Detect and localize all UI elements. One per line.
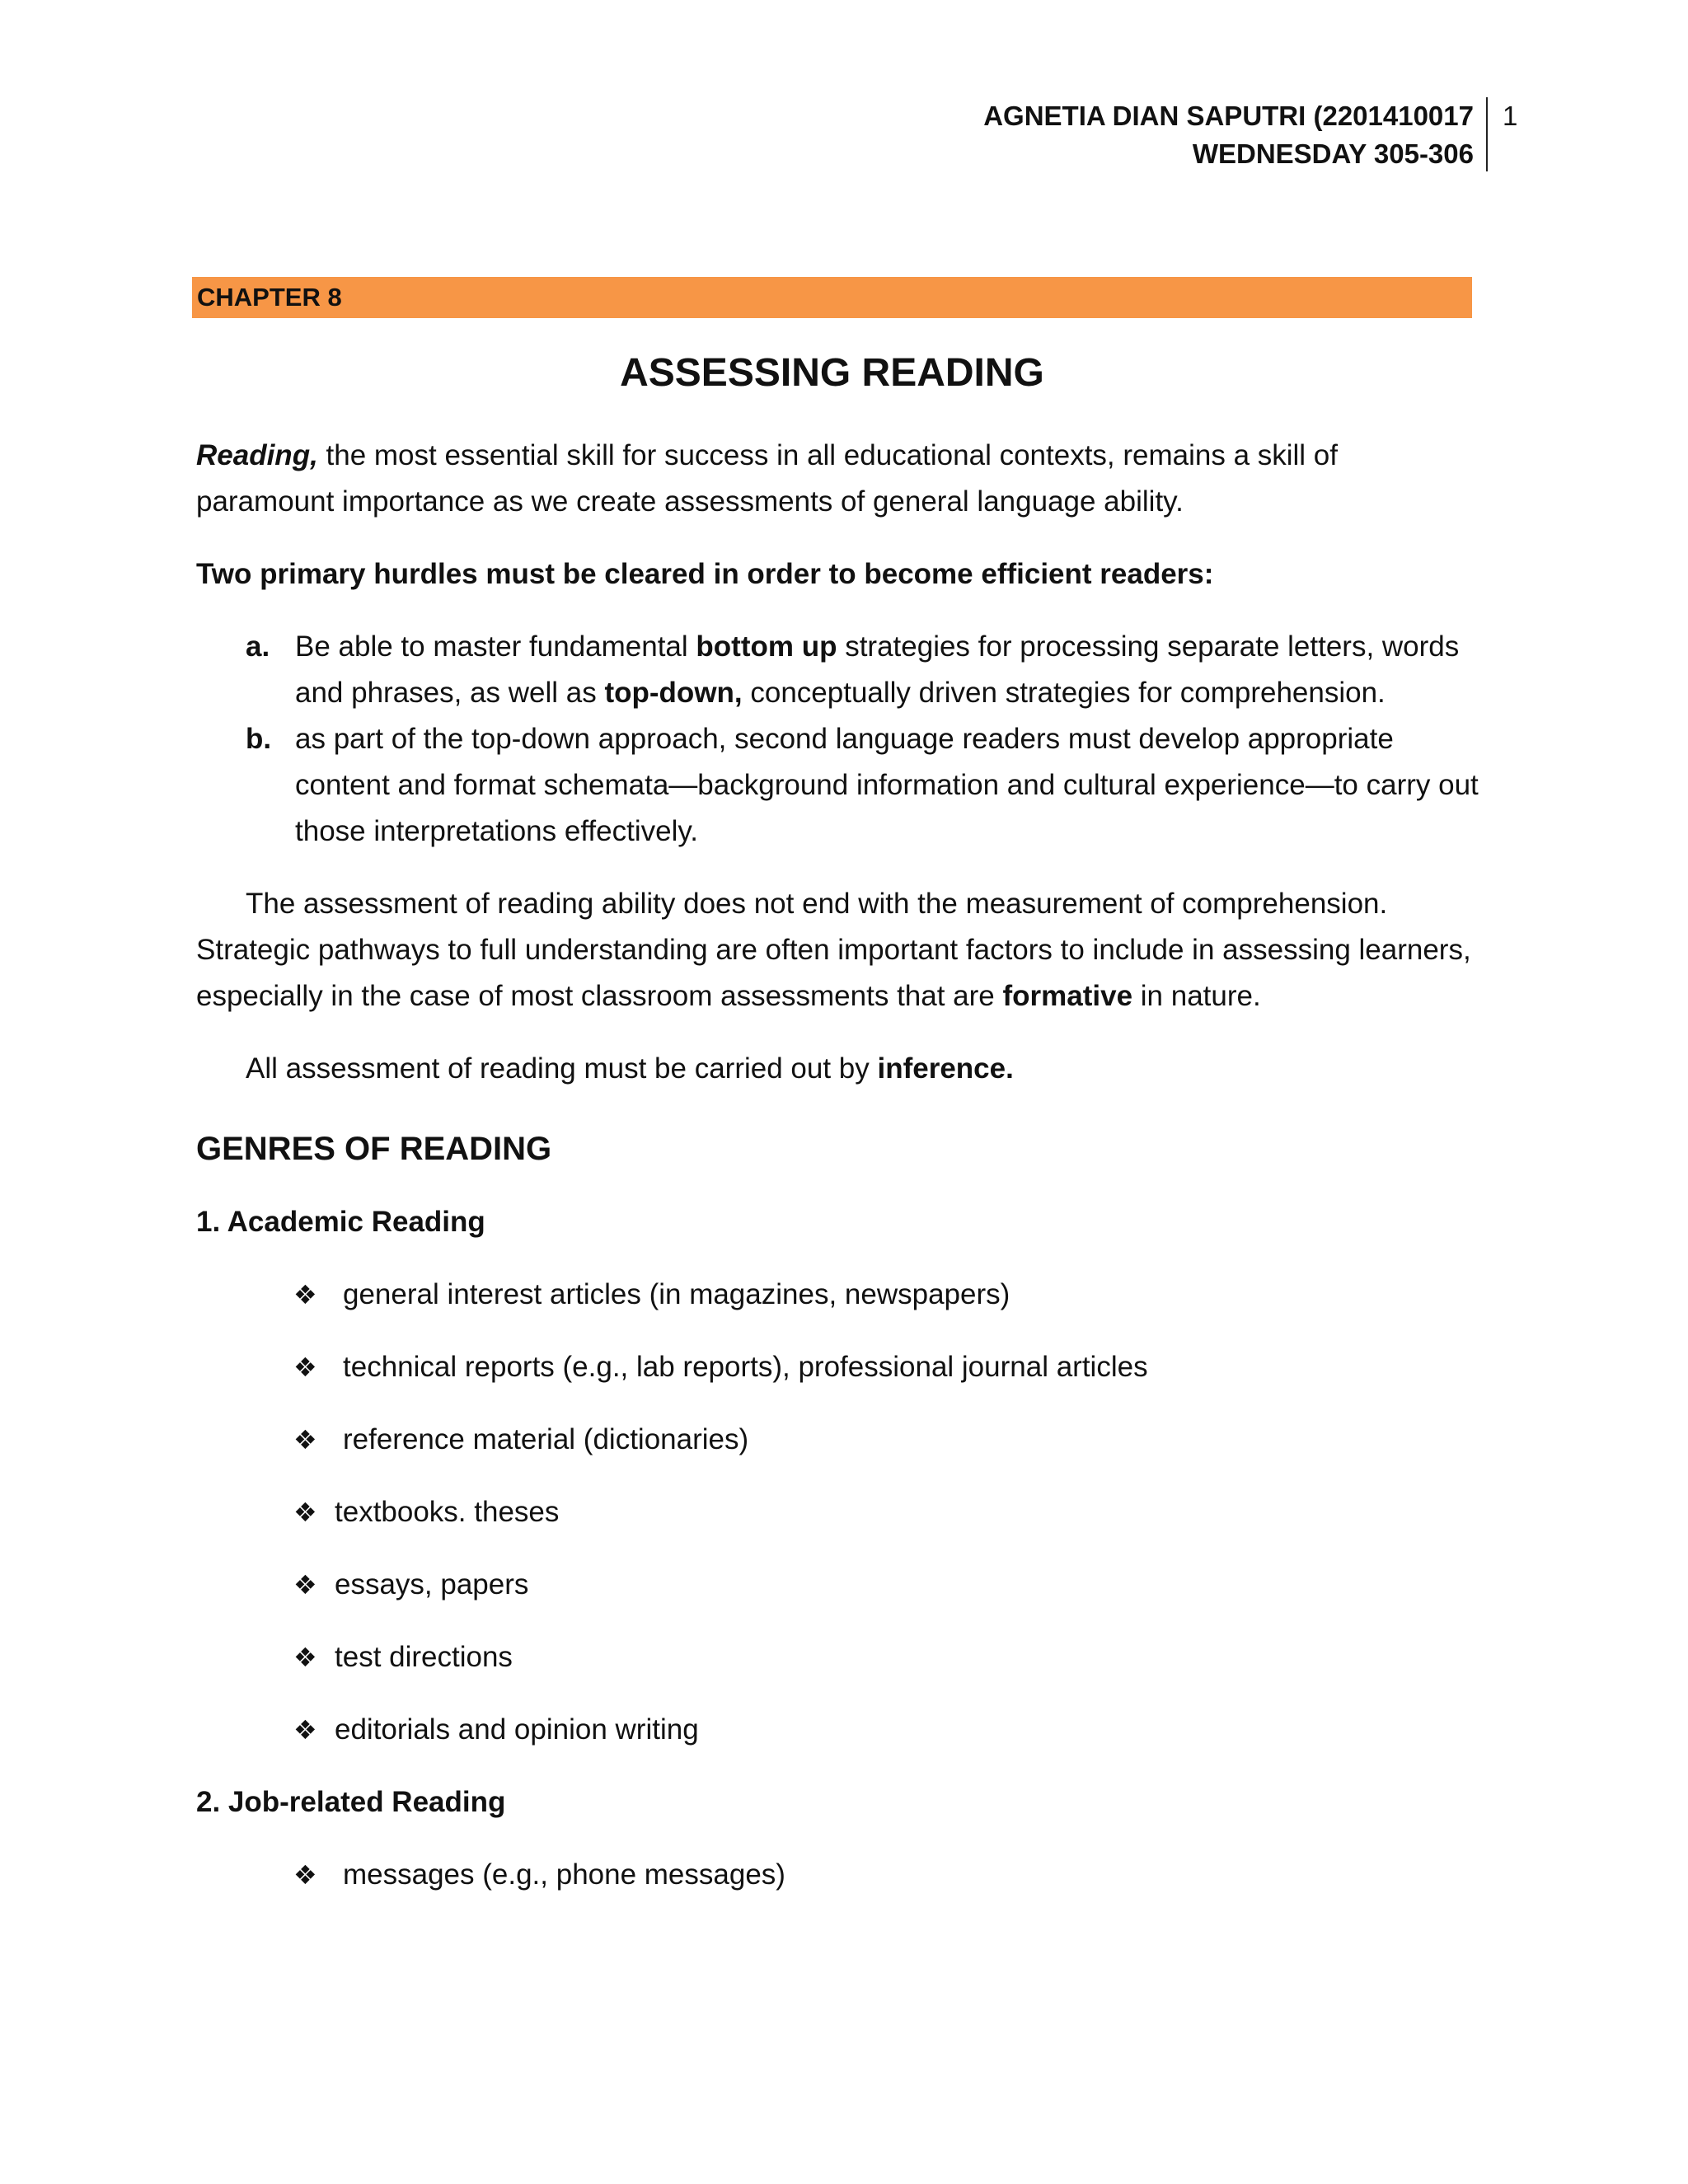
diamond-bullet-icon: ❖	[293, 1642, 317, 1673]
list-item-text: textbooks. theses	[335, 1496, 560, 1528]
list-item	[196, 1272, 1482, 1318]
class-line: WEDNESDAY 305-306	[1192, 138, 1474, 169]
list-item-text: editorials and opinion writing	[335, 1713, 699, 1746]
list-marker: a.	[246, 630, 270, 663]
list-item	[196, 1852, 1482, 1898]
page-number-value: 1	[1503, 101, 1518, 131]
diamond-bullet-icon: ❖	[293, 1352, 317, 1383]
job-related-reading-heading: 2. Job-related Reading	[196, 1786, 506, 1818]
inference-paragraph	[196, 1046, 1482, 1092]
job-related-reading-list	[196, 1852, 1482, 1898]
list-item	[196, 1562, 1482, 1608]
list-item-text: general interest articles (in magazines, newspapers)	[343, 1278, 1010, 1310]
assessment-text: The assessment of reading ability does not end with the measurement of comprehension. Strategic pathways to full understanding are often important factors to include in assessing learners, especially in the case of most classroom assessments that are	[196, 888, 1471, 1012]
diamond-bullet-icon: ❖	[293, 1497, 317, 1528]
hurdle-text: Be able to master fundamental	[295, 630, 696, 663]
list-item	[196, 716, 1482, 855]
diamond-bullet-icon: ❖	[293, 1714, 317, 1746]
hurdles-list	[196, 624, 1482, 855]
list-item-text: messages (e.g., phone messages)	[343, 1858, 785, 1891]
inference-bold-term: inference.	[877, 1052, 1014, 1085]
diamond-bullet-icon: ❖	[293, 1279, 317, 1310]
intro-text: the most essential skill for success in all educational contexts, remains a skill of paramount importance as we create assessments of general language ability.	[196, 439, 1338, 518]
assessment-tail: in nature.	[1132, 980, 1261, 1012]
list-item	[196, 624, 1482, 716]
academic-reading-list	[196, 1272, 1482, 1753]
list-item	[196, 1417, 1482, 1463]
document-title: ASSESSING READING	[620, 351, 1044, 395]
hurdle-text: conceptually driven strategies for comprehension.	[742, 677, 1386, 709]
page-number	[1486, 97, 1517, 171]
chapter-label: CHAPTER 8	[197, 283, 342, 312]
hurdle-bold-term: bottom up	[696, 630, 837, 663]
hurdles-heading: Two primary hurdles must be cleared in order to become efficient readers:	[196, 558, 1214, 590]
chapter-bar	[192, 277, 1472, 318]
inference-text: All assessment of reading must be carried out by	[246, 1052, 878, 1085]
list-item	[196, 1634, 1482, 1680]
academic-reading-heading: 1. Academic Reading	[196, 1206, 485, 1238]
diamond-bullet-icon: ❖	[293, 1569, 317, 1601]
document-body	[196, 433, 1482, 1924]
genres-heading: GENRES OF READING	[196, 1131, 552, 1167]
diamond-bullet-icon: ❖	[293, 1859, 317, 1891]
assessment-bold-term: formative	[1002, 980, 1133, 1012]
intro-lead-word: Reading,	[196, 439, 318, 471]
intro-paragraph	[196, 433, 1482, 525]
list-item-text: essays, papers	[335, 1568, 529, 1601]
hurdle-bold-term: top-down,	[604, 677, 743, 709]
list-item	[196, 1489, 1482, 1535]
list-item-text: test directions	[335, 1641, 513, 1673]
list-item	[196, 1707, 1482, 1753]
diamond-bullet-icon: ❖	[293, 1424, 317, 1455]
page-header	[983, 97, 1474, 173]
list-item	[196, 1344, 1482, 1390]
hurdle-text: as part of the top-down approach, second language readers must develop appropriate content and format schemata—background information and cultural experience—to carry out those interpretations effectively.	[295, 723, 1479, 847]
list-item-text: reference material (dictionaries)	[343, 1423, 749, 1455]
list-item-text: technical reports (e.g., lab reports), professional journal articles	[343, 1351, 1148, 1383]
author-line: AGNETIA DIAN SAPUTRI (2201410017	[983, 101, 1474, 131]
list-marker: b.	[246, 723, 272, 755]
hurdle-text: strategies for processing separate letters, words and phrases, as well as	[295, 630, 1460, 709]
assessment-paragraph	[196, 881, 1482, 1019]
